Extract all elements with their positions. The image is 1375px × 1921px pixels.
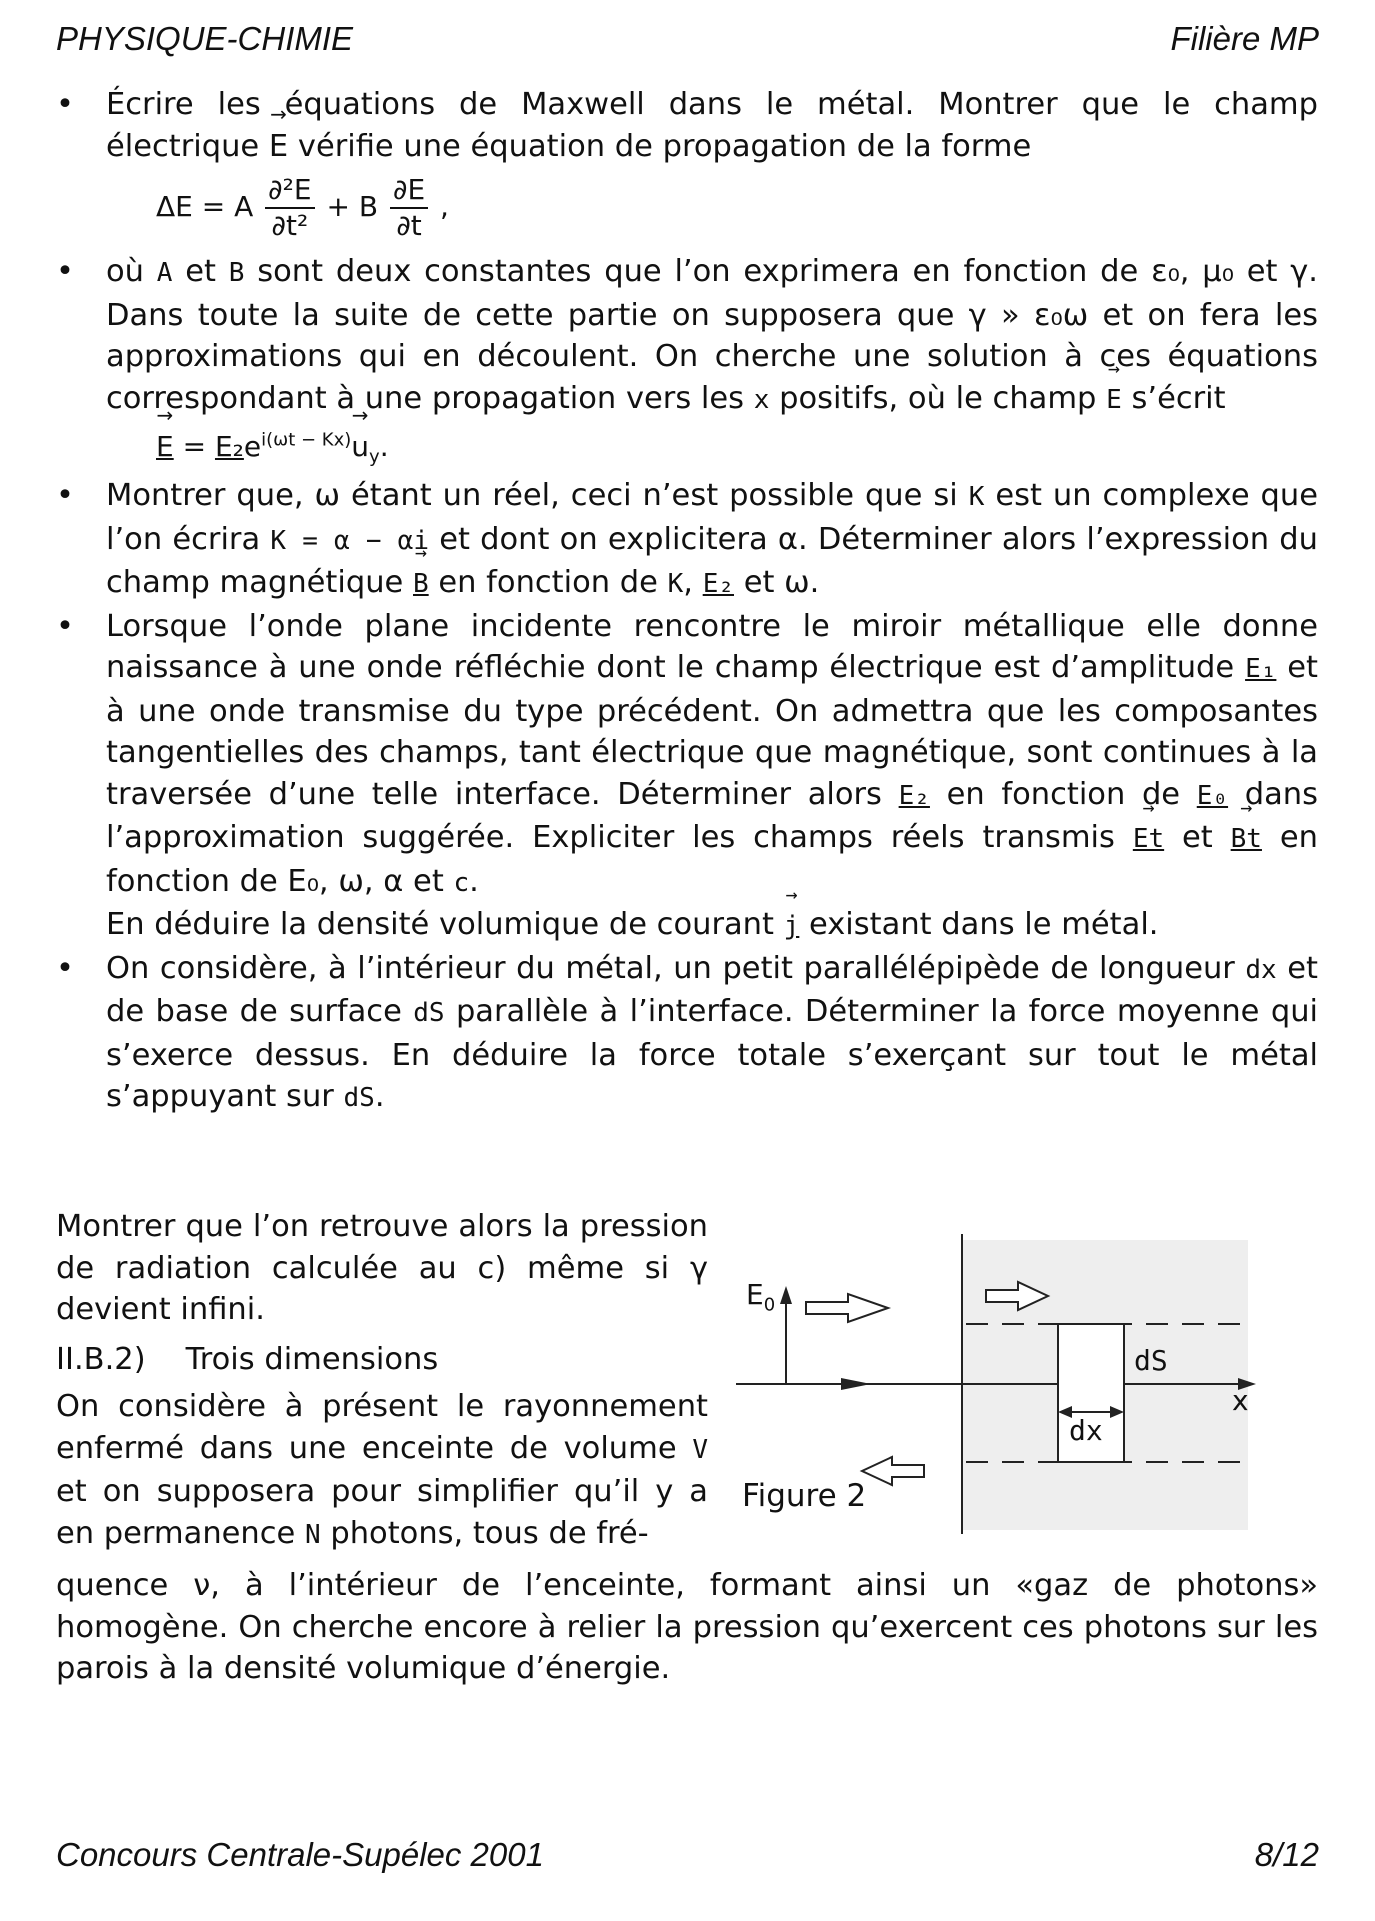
symbol-A: A [156,258,173,288]
bullet-dot: • [56,478,74,513]
symbol-dx: dx [1245,954,1277,985]
text: en fonction de [946,776,1181,812]
symbol-dS: dS [413,998,445,1028]
text: et ω. [743,565,820,600]
label-sub-0: 0 [763,1294,776,1316]
text: et dont on explicitera α. Déterminer alors l’expression du champ magnétique [106,521,1318,600]
text: vérifie une équation de propagation de la forme [297,128,1032,164]
frac-den: ∂t [396,209,422,242]
bullet-interface [56,606,1318,948]
text: et [1182,820,1213,855]
text: photons, tous de fré- [330,1515,649,1551]
fraction-dE-dt [390,173,428,243]
bullet-constants [56,251,1318,421]
vector-Bt: → Bt [1231,819,1262,861]
symbol-N: N [304,1519,321,1550]
text: Lorsque l’onde plane incidente rencontre le miroir métallique elle donne naissance à une onde réfléchie dont le champ électrique est d’amplitude [106,608,1318,685]
symbol-x: x [753,384,770,415]
symbol-e: e [243,430,262,463]
paragraph-photon-gas [56,1386,708,1556]
symbol-V: V [692,1434,708,1465]
label-dS: dS [1134,1344,1168,1377]
text: Montrer que, ω étant un réel, ceci n’est possible que si [106,478,958,513]
exponent: i(ωt − Kx) [261,429,352,451]
vector-u: → u [351,427,369,467]
bullet-maxwell [56,84,1318,167]
eq-end: , [440,190,449,223]
expression-K: K = α − αi [270,525,429,556]
label-dx: dx [1069,1414,1103,1447]
text: positifs, où le champ [779,380,1097,416]
symbol-E0: E₀ [1196,780,1229,811]
header-subject: PHYSIQUE-CHIMIE [56,20,354,57]
eq-lhs: ΔE = [156,190,235,223]
text: en fonction de [438,565,658,600]
figure-caption: Figure 2 [742,1478,867,1514]
symbol-K: K [667,569,684,599]
header-track: Filière MP [1170,20,1319,57]
text: et à une onde transmise du type précédent. On admettra que les composantes tangentielles des champs, tant électrique que magnétique, sont continues à la traversée d’une telle interface. Déterminer alors [106,650,1319,812]
left-column-text [56,1206,708,1556]
section-title: Trois dimensions [185,1341,439,1377]
eq-end: . [379,430,389,463]
symbol-dS: dS [343,1083,375,1113]
eq-plus-B: + B [326,190,379,223]
text: en fonction de E₀, ω, α et [106,820,1318,899]
symbol-K: K [968,482,985,512]
symbol-E2: E₂ [702,569,734,599]
section-heading [56,1339,708,1381]
paragraph-radiation: Montrer que l’on retrouve alors la pression de radiation calculée au c) même si γ devient infini. [56,1209,708,1327]
reflected-wave-arrow [862,1457,924,1485]
footer-exam: Concours Centrale-Supélec 2001 [56,1836,544,1873]
text: , [683,565,693,600]
label-E0 [746,1278,776,1316]
main-text [56,84,1318,1120]
eq-A: A [234,190,254,223]
text: . [374,1079,385,1114]
label-x: x [1232,1384,1249,1417]
E0-vector-head [780,1286,792,1304]
text: et [185,254,216,289]
frac-num: ∂E [390,173,428,209]
paragraph-continuation: quence ν, à l’intérieur de l’enceinte, formant ainsi un «gaz de photons» homogène. On cherche encore à relier la pression qu’exercent ces photons sur les parois à la densité volumique d’énergie. [56,1568,1318,1686]
symbol-E2: E₂ [898,780,930,811]
symbol-E1: E₁ [1245,654,1277,684]
fraction-d2E-dt2 [265,173,314,243]
text: Écrire les équations de Maxwell dans le métal. Montrer que le champ électrique [106,87,1318,164]
text: parallèle à l’interface. Déterminer la force moyenne qui s’exerce dessus. En déduire la force totale s’exerçant sur tout le métal s’appuyant sur [106,994,1318,1114]
subscript-y: y [369,446,380,468]
vector-j: → j [784,906,800,948]
text: En déduire la densité volumique de courant [106,907,774,942]
symbol-B: B [228,258,245,288]
label-E: E [746,1278,764,1311]
section-number: II.B.2) [56,1341,146,1377]
symbol-c: c [453,867,470,898]
text: où [106,254,144,289]
axis-mid-arrowhead [841,1378,871,1390]
equation-field [56,427,1318,467]
vector-E-underlined: → E [156,427,174,467]
text: sont deux constantes que l’on exprimera en fonction de ε₀, μ₀ et γ. Dans toute la suite de cette partie on supposera que γ » ε₀ω et on fera les approximations qui en découlent. On cherche une solution à ces équations correspondant à une propagation vers les [106,254,1318,416]
frac-den: ∂t² [271,209,309,242]
bullet-dot: • [56,87,74,122]
text: et de base de surface [106,950,1319,1029]
figure-2 [736,1232,1256,1538]
vector-E: → E [1106,380,1122,422]
symbol-E2: E₂ [214,430,244,463]
text: est un complexe que l’on écrira [106,478,1319,557]
vector-Et: → Et [1133,819,1164,861]
text: existant dans le métal. [809,907,1159,942]
footer-page-number: 8/12 [1254,1836,1319,1873]
bullet-dot: • [56,608,74,644]
text: dans l’approximation suggérée. Expliciter les champs réels transmis [106,776,1319,855]
incident-wave-arrow [806,1294,888,1322]
bullet-parallelepiped [56,948,1318,1120]
vector-E: → E [269,126,288,168]
bullet-dot: • [56,950,74,986]
text: . [469,863,479,899]
eq-sign: = [173,430,215,463]
bullet-dot: • [56,254,74,289]
equation-propagation [56,173,1318,243]
text: s’écrit [1131,380,1226,416]
vector-B: → B [413,564,429,606]
bullet-complex-K [56,475,1318,606]
frac-num: ∂²E [265,173,314,209]
text: et on supposera pour simplifier qu’il y a en permanence [56,1474,708,1551]
text: On considère à présent le rayonnement enfermé dans une enceinte de volume [56,1389,708,1466]
text: On considère, à l’intérieur du métal, un petit parallélépipède de longueur [106,950,1235,986]
